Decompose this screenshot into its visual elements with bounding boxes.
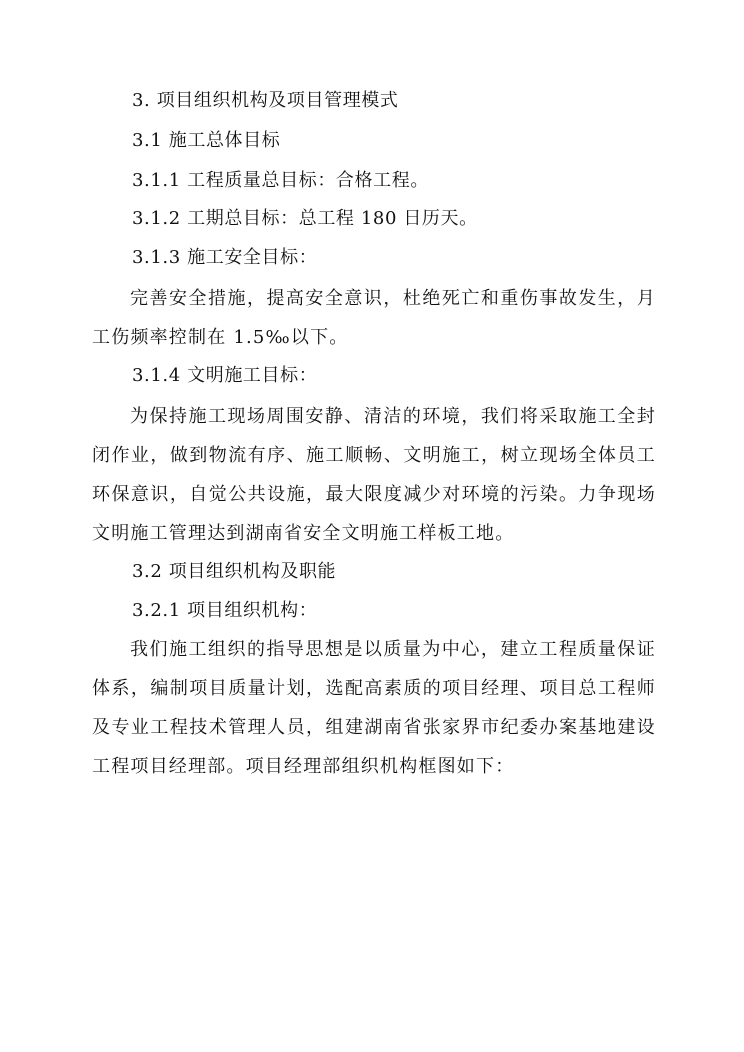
item-3-1-4: 3.1.4 文明施工目标：	[132, 365, 318, 386]
paragraph-safety-goal: 完善安全措施，提高安全意识，杜绝死亡和重伤事故发生，月工伤频率控制在 1.5‰以下。	[92, 288, 656, 348]
section-heading-3: 3. 项目组织机构及项目管理模式	[132, 90, 399, 111]
item-3-1-1: 3.1.1 工程质量总目标：合格工程。	[132, 170, 429, 191]
section-heading-3-2: 3.2 项目组织机构及职能	[132, 561, 337, 582]
item-3-1-3: 3.1.3 施工安全目标：	[132, 247, 318, 268]
paragraph-civilized-construction: 为保持施工现场周围安静、清洁的环境，我们将采取施工全封闭作业，做到物流有序、施工顺畅、文明施工，树立现场全体员工环保意识，自觉公共设施，最大限度减少对环境的污染。力争现场文明施工管理达到湖南省安全文明施工样板工地。	[92, 406, 656, 544]
item-3-2-1: 3.2.1 项目组织机构：	[132, 600, 318, 621]
paragraph-organization: 我们施工组织的指导思想是以质量为中心，建立工程质量保证体系，编制项目质量计划，选配高素质的项目经理、项目总工程师及专业工程技术管理人员，组建湖南省张家界市纪委办案基地建设工程项目经理部。项目经理部组织机构框图如下：	[92, 639, 656, 777]
item-3-1-2: 3.1.2 工期总目标：总工程 180 日历天。	[132, 208, 478, 229]
section-heading-3-1: 3.1 施工总体目标	[132, 130, 281, 151]
